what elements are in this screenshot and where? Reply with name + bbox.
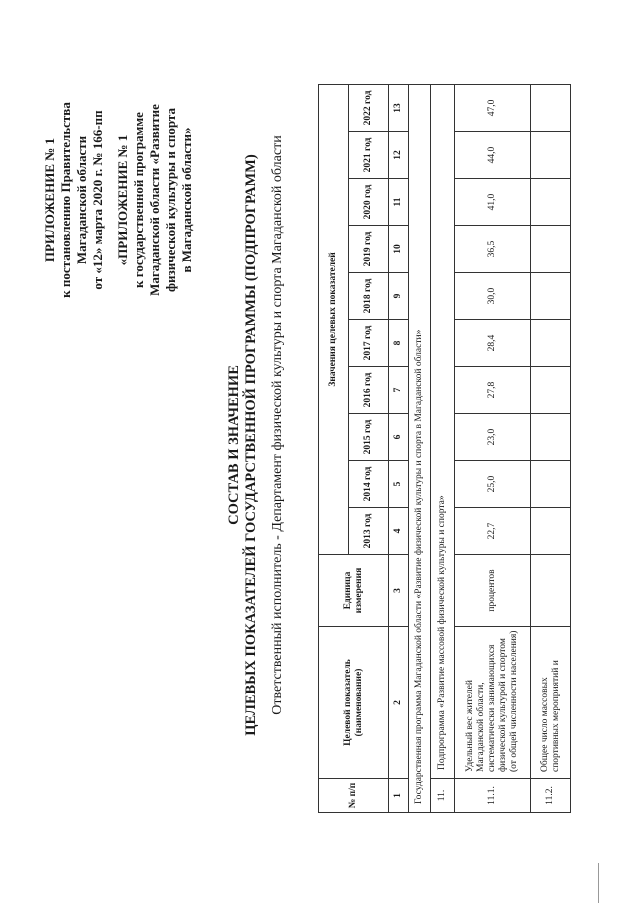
column-number: 8 [389, 320, 409, 367]
header-unit: Единица измерения [319, 555, 389, 627]
row-num: 11.2. [531, 779, 571, 813]
column-number: 10 [389, 226, 409, 273]
row-value: 22,7 [455, 508, 531, 555]
row-value [531, 84, 571, 131]
appendix-title-2: «ПРИЛОЖЕНИЕ № 1 [115, 134, 130, 266]
row-value [531, 508, 571, 555]
scan-mark [598, 863, 599, 903]
row-num: 11.1. [455, 779, 531, 813]
row-value: 44,0 [455, 132, 531, 179]
row-value [531, 461, 571, 508]
appendix-line: Магаданской области «Развитие [147, 104, 162, 296]
header-year: 2015 год [349, 414, 389, 461]
appendix-line: от «12» марта 2020 г. № 166-пп [90, 110, 105, 290]
header-year: 2016 год [349, 367, 389, 414]
row-value [531, 273, 571, 320]
row-value: 41,0 [455, 179, 531, 226]
subprogram-num: 11. [431, 779, 455, 813]
row-value: 25,0 [455, 461, 531, 508]
row-value: 30,0 [455, 273, 531, 320]
row-value: 23,0 [455, 414, 531, 461]
row-value: 36,5 [455, 226, 531, 273]
column-number: 11 [389, 179, 409, 226]
column-number: 1 [389, 779, 409, 813]
row-indicator-name: Общее число массовых спортивных мероприятий и [531, 627, 571, 779]
column-number: 9 [389, 273, 409, 320]
column-number: 12 [389, 132, 409, 179]
row-indicator-name: Удельный вес жителей Магаданской области, систематически занимающихся физической культурой и спортом (от общей численности населения) [455, 627, 531, 779]
row-unit [531, 555, 571, 627]
header-year: 2019 год [349, 226, 389, 273]
header-year: 2013 год [349, 508, 389, 555]
column-number: 3 [389, 555, 409, 627]
appendix-title: ПРИЛОЖЕНИЕ № 1 [42, 137, 57, 263]
header-year: 2021 год [349, 132, 389, 179]
appendix-block [42, 55, 195, 345]
header-year: 2018 год [349, 273, 389, 320]
row-value: 47,0 [455, 84, 531, 131]
header-year: 2014 год [349, 461, 389, 508]
header-num: № п/п [319, 779, 389, 813]
row-value [531, 179, 571, 226]
header-year: 2020 год [349, 179, 389, 226]
column-number: 4 [389, 508, 409, 555]
appendix-line: Магаданской области [74, 135, 89, 265]
row-value [531, 367, 571, 414]
row-value: 28,4 [455, 320, 531, 367]
header-indicator: Целевой показатель (наименование) [319, 627, 389, 779]
column-number: 6 [389, 414, 409, 461]
row-value: 27,8 [455, 367, 531, 414]
header-values-group: Значения целевых показателей [319, 84, 349, 554]
subprogram-row: Подпрограмма «Развитие массовой физической культуры и спорта» [431, 84, 455, 778]
program-row: Государственная программа Магаданской области «Развитие физической культуры и спорта в Магаданской области» [409, 84, 431, 812]
header-year: 2022 год [349, 84, 389, 131]
appendix-line: к постановлению Правительства [58, 102, 73, 298]
heading-line-1: СОСТАВ И ЗНАЧЕНИЕ [226, 365, 242, 525]
column-number: 13 [389, 84, 409, 131]
appendix-line: физической культуры и спорта [163, 108, 178, 292]
column-number: 5 [389, 461, 409, 508]
row-value [531, 132, 571, 179]
indicators-table [318, 84, 571, 813]
row-value [531, 226, 571, 273]
row-unit: процентов [455, 555, 531, 627]
spacer [106, 55, 115, 345]
header-year: 2017 год [349, 320, 389, 367]
appendix-line: к государственной программе [131, 112, 146, 288]
row-value [531, 414, 571, 461]
column-number: 7 [389, 367, 409, 414]
responsible-executor: Ответственный исполнитель - Департамент физической культуры и спорта Магаданской области [270, 135, 285, 715]
document-heading [226, 135, 260, 755]
column-number: 2 [389, 627, 409, 779]
row-value [531, 320, 571, 367]
appendix-line: в Магаданской области» [179, 127, 194, 273]
heading-line-2: ЦЕЛЕВЫХ ПОКАЗАТЕЛЕЙ ГОСУДАРСТВЕННОЙ ПРОГРАММЫ (ПОДПРОГРАММ) [243, 154, 259, 736]
